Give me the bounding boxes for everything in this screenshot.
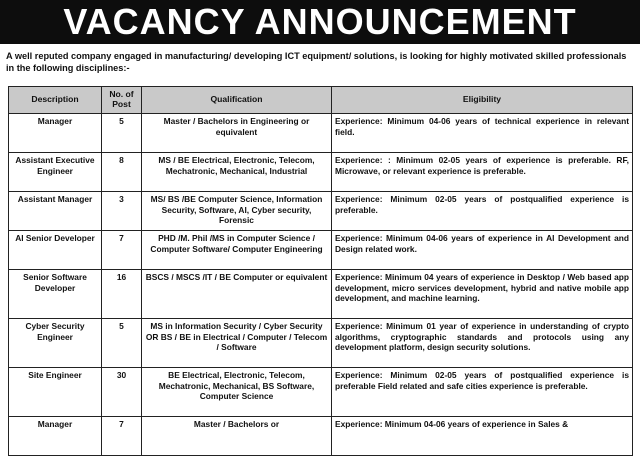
cell-description: Cyber Security Engineer [9, 319, 102, 368]
cell-qualification: BE Electrical, Electronic, Telecom, Mechatronic, Mechanical, BS Software, Computer Science [142, 368, 332, 417]
page-title: VACANCY ANNOUNCEMENT [0, 0, 640, 44]
table-row [9, 270, 633, 319]
cell-eligibility: Experience: Minimum 02-05 years of postqualified experience is preferable Field related and safe cities experience is preferable. [332, 368, 633, 417]
table-row [9, 192, 633, 231]
cell-eligibility: Experience: Minimum 04 years of experience in Desktop / Web based app development, micro services development, hybrid and native mobile app development, and machine learning. [332, 270, 633, 319]
cell-qualification: MS in Information Security / Cyber Security OR BS / BE in Electrical / Computer / Telecom / Software [142, 319, 332, 368]
cell-post: 16 [102, 270, 142, 319]
cell-qualification: Master / Bachelors in Engineering or equivalent [142, 114, 332, 153]
cell-post: 7 [102, 417, 142, 456]
table-row [9, 153, 633, 192]
table-row [9, 319, 633, 368]
table-row [9, 231, 633, 270]
cell-qualification: Master / Bachelors or [142, 417, 332, 456]
cell-post: 5 [102, 319, 142, 368]
table-header-row [9, 87, 633, 114]
cell-qualification: MS / BE Electrical, Electronic, Telecom, Mechatronic, Mechanical, Industrial [142, 153, 332, 192]
cell-description: Manager [9, 114, 102, 153]
cell-description: Site Engineer [9, 368, 102, 417]
cell-post: 5 [102, 114, 142, 153]
cell-post: 30 [102, 368, 142, 417]
cell-eligibility: Experience: Minimum 04-06 years of experience in Sales & [332, 417, 633, 456]
intro-text: A well reputed company engaged in manufacturing/ developing ICT equipment/ solutions, is looking for highly motivated skilled professionals in the following disciplines:- [6, 51, 627, 73]
cell-description: Manager [9, 417, 102, 456]
cell-qualification: PHD /M. Phil /MS in Computer Science / Computer Software/ Computer Engineering [142, 231, 332, 270]
cell-post: 3 [102, 192, 142, 231]
cell-qualification: BSCS / MSCS /IT / BE Computer or equivalent [142, 270, 332, 319]
cell-description: Assistant Executive Engineer [9, 153, 102, 192]
vacancy-table [8, 86, 633, 456]
cell-post: 8 [102, 153, 142, 192]
cell-qualification: MS/ BS /BE Computer Science, Information Security, Software, AI, Cyber security, Forensic [142, 192, 332, 231]
header-description: Description [9, 87, 102, 114]
header-post: No. of Post [102, 87, 142, 114]
cell-description: Senior Software Developer [9, 270, 102, 319]
header-eligibility: Eligibility [332, 87, 633, 114]
cell-eligibility: Experience: Minimum 04-06 years of experience in AI Development and Design related work. [332, 231, 633, 270]
cell-post: 7 [102, 231, 142, 270]
cell-eligibility: Experience: Minimum 04-06 years of technical experience in relevant field. [332, 114, 633, 153]
cell-eligibility: Experience: : Minimum 02-05 years of experience is preferable. RF, Microwave, or relevant experience is preferable. [332, 153, 633, 192]
table-row [9, 368, 633, 417]
cell-eligibility: Experience: Minimum 01 year of experience in understanding of crypto algorithms, cryptographic standards and protocols using any development platform, design security solutions. [332, 319, 633, 368]
table-row [9, 114, 633, 153]
cell-description: AI Senior Developer [9, 231, 102, 270]
cell-description: Assistant Manager [9, 192, 102, 231]
cell-eligibility: Experience: Minimum 02-05 years of postqualified experience is preferable. [332, 192, 633, 231]
table-row [9, 417, 633, 456]
header-qualification: Qualification [142, 87, 332, 114]
